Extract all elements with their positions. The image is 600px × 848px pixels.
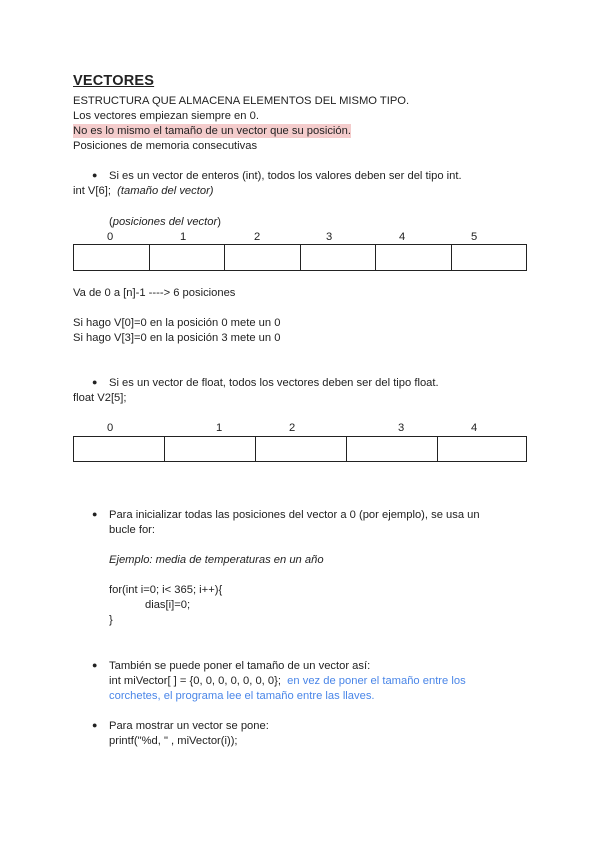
vector1-index: 4 xyxy=(399,231,406,243)
code-line: for(int i=0; i< 365; i++){ xyxy=(109,584,223,596)
section1-declaration xyxy=(73,184,214,198)
section1-bullet: Si es un vector de enteros (int), todos los valores deben ser del tipo int. xyxy=(109,170,462,182)
highlighted-intro-line: No es lo mismo el tamaño de un vector que su posición. xyxy=(73,125,351,137)
section4-bullet: También se puede poner el tamaño de un vector así: xyxy=(109,660,371,672)
paren-close: ) xyxy=(217,216,221,228)
code-line: } xyxy=(109,614,113,626)
bullet-icon: ● xyxy=(92,720,98,730)
section4-code-line xyxy=(109,674,466,688)
example-line: Si hago V[0]=0 en la posición 0 mete un 0 xyxy=(73,317,281,329)
example-line: Si hago V[3]=0 en la posición 3 mete un 0 xyxy=(73,332,281,344)
bullet-icon: ● xyxy=(92,377,98,387)
declaration-note: (tamaño del vector) xyxy=(117,185,214,197)
vector1-index: 1 xyxy=(180,231,187,243)
section4-note: corchetes, el programa lee el tamaño entre las llaves. xyxy=(109,690,375,702)
vector1-cell xyxy=(74,245,150,270)
intro-line: Los vectores empiezan siempre en 0. xyxy=(73,110,259,122)
section5-bullet: Para mostrar un vector se pone: xyxy=(109,720,269,732)
vector2-cell xyxy=(74,437,165,461)
section4-code: int miVector[ ] = {0, 0, 0, 0, 0, 0, 0}; xyxy=(109,675,281,687)
declaration-code: int V[6]; xyxy=(73,185,111,197)
vector1-cell xyxy=(301,245,376,270)
vector2-index: 3 xyxy=(398,422,405,434)
example-title: Ejemplo: media de temperaturas en un año xyxy=(109,554,324,566)
positions-label: posiciones del vector xyxy=(112,216,218,228)
vector2-index: 0 xyxy=(107,422,114,434)
vector2-index: 1 xyxy=(216,422,223,434)
vector2-table xyxy=(73,436,527,462)
code-line: dias[i]=0; xyxy=(145,599,191,611)
paren-open: ( xyxy=(109,216,113,228)
intro-line: Posiciones de memoria consecutivas xyxy=(73,140,258,152)
section2-declaration: float V2[5]; xyxy=(73,392,127,404)
vector1-index: 0 xyxy=(107,231,114,243)
vector2-cell xyxy=(347,437,438,461)
vector1-index: 2 xyxy=(254,231,261,243)
range-text: Va de 0 a [n]-1 ----> 6 posiciones xyxy=(73,287,236,299)
vector2-cell xyxy=(438,437,526,461)
vector1-cell xyxy=(452,245,526,270)
vector1-index: 3 xyxy=(326,231,333,243)
vector2-cell xyxy=(256,437,347,461)
page-title: VECTORES xyxy=(73,73,155,89)
vector1-index: 5 xyxy=(471,231,478,243)
vector1-cell xyxy=(225,245,301,270)
vector2-cell xyxy=(165,437,256,461)
section2-bullet: Si es un vector de float, todos los vectores deben ser del tipo float. xyxy=(109,377,439,389)
bullet-icon: ● xyxy=(92,509,98,519)
section4-note: en vez de poner el tamaño entre los xyxy=(287,675,466,687)
positions-label-line xyxy=(109,215,221,229)
section3-bullet-line: bucle for: xyxy=(109,524,156,536)
bullet-icon: ● xyxy=(92,660,98,670)
vector1-table xyxy=(73,244,527,271)
section5-code: printf("%d, " , miVector(i)); xyxy=(109,735,238,747)
vector2-index: 2 xyxy=(289,422,296,434)
vector1-cell xyxy=(376,245,452,270)
bullet-icon: ● xyxy=(92,170,98,180)
vector2-index: 4 xyxy=(471,422,478,434)
vector1-cell xyxy=(150,245,225,270)
intro-line: ESTRUCTURA QUE ALMACENA ELEMENTOS DEL MISMO TIPO. xyxy=(73,95,410,107)
section3-bullet-line: Para inicializar todas las posiciones del vector a 0 (por ejemplo), se usa un xyxy=(109,509,480,521)
